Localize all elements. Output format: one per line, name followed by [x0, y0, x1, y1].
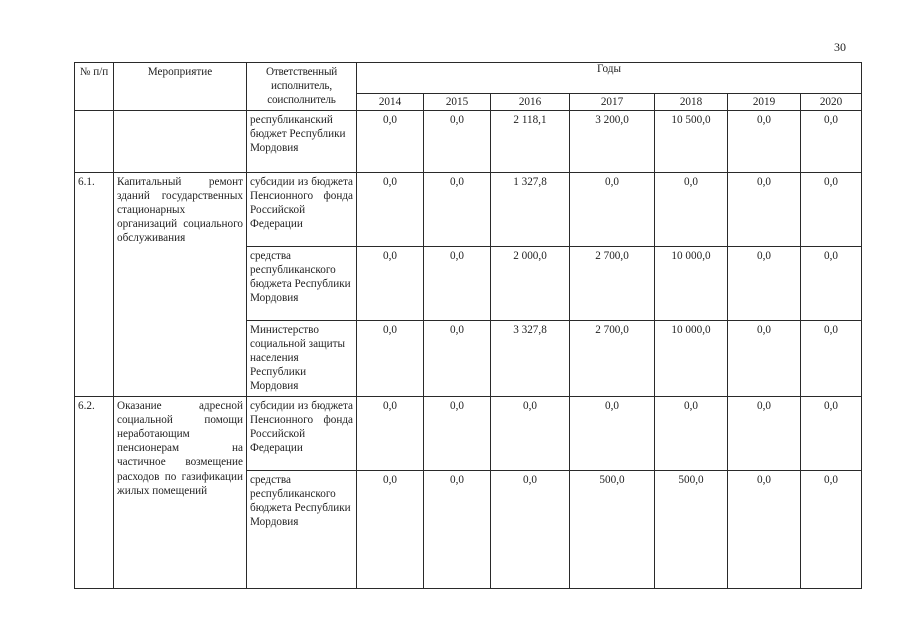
header-year: 2017 — [570, 93, 655, 110]
value-cell: 500,0 — [655, 470, 728, 588]
value-cell: 0,0 — [424, 470, 491, 588]
value-cell: 2 118,1 — [491, 110, 570, 172]
responsible-cell: субсидии из бюджета Пенсионного фонда Российской Федерации — [247, 396, 357, 470]
value-cell: 0,0 — [491, 470, 570, 588]
value-cell: 0,0 — [801, 110, 862, 172]
value-cell: 0,0 — [424, 320, 491, 396]
header-col-years: Годы — [357, 63, 862, 94]
section-number: 6.2. — [75, 396, 114, 588]
value-cell: 0,0 — [424, 110, 491, 172]
value-cell: 0,0 — [357, 320, 424, 396]
value-cell: 2 700,0 — [570, 246, 655, 320]
header-year: 2020 — [801, 93, 862, 110]
table-row — [75, 110, 862, 172]
value-cell: 10 500,0 — [655, 110, 728, 172]
value-cell: 0,0 — [728, 246, 801, 320]
value-cell: 3 200,0 — [570, 110, 655, 172]
value-cell: 0,0 — [801, 246, 862, 320]
value-cell: 0,0 — [357, 172, 424, 246]
responsible-cell: республиканский бюджет Республики Мордовия — [247, 110, 357, 172]
row-event-cell — [114, 110, 247, 172]
value-cell: 10 000,0 — [655, 320, 728, 396]
value-cell: 0,0 — [728, 396, 801, 470]
value-cell: 500,0 — [570, 470, 655, 588]
value-cell: 2 000,0 — [491, 246, 570, 320]
value-cell: 0,0 — [357, 396, 424, 470]
value-cell: 0,0 — [801, 172, 862, 246]
value-cell: 0,0 — [357, 110, 424, 172]
header-year: 2014 — [357, 93, 424, 110]
responsible-cell: субсидии из бюджета Пенсионного фонда Российской Федерации — [247, 172, 357, 246]
value-cell: 0,0 — [424, 246, 491, 320]
table-row — [75, 396, 862, 470]
value-cell: 0,0 — [357, 470, 424, 588]
value-cell: 10 000,0 — [655, 246, 728, 320]
responsible-cell: средства республиканского бюджета Республики Мордовия — [247, 470, 357, 588]
value-cell: 0,0 — [728, 172, 801, 246]
header-year: 2018 — [655, 93, 728, 110]
program-activities-table — [74, 62, 862, 589]
section-event: Оказание адресной социальной помощи неработающим пенсионерам на частичное возмещение расходов по газификации жилых помещений — [114, 396, 247, 588]
value-cell: 0,0 — [491, 396, 570, 470]
value-cell: 0,0 — [801, 470, 862, 588]
value-cell: 3 327,8 — [491, 320, 570, 396]
value-cell: 0,0 — [728, 320, 801, 396]
value-cell: 0,0 — [570, 396, 655, 470]
table-row — [75, 172, 862, 246]
header-col-responsible: Ответственный исполнитель, соисполнитель — [247, 63, 357, 111]
value-cell: 0,0 — [357, 246, 424, 320]
value-cell: 0,0 — [801, 396, 862, 470]
header-year: 2019 — [728, 93, 801, 110]
value-cell: 0,0 — [424, 396, 491, 470]
page-number: 30 — [834, 40, 846, 54]
value-cell: 0,0 — [801, 320, 862, 396]
value-cell: 0,0 — [728, 110, 801, 172]
value-cell: 2 700,0 — [570, 320, 655, 396]
value-cell: 0,0 — [570, 172, 655, 246]
row-num-cell — [75, 110, 114, 172]
header-year: 2015 — [424, 93, 491, 110]
value-cell: 0,0 — [424, 172, 491, 246]
responsible-cell: Министерство социальной защиты населения Республики Мордовия — [247, 320, 357, 396]
header-col-num: № п/п — [75, 63, 114, 111]
value-cell: 0,0 — [728, 470, 801, 588]
responsible-cell: средства республиканского бюджета Республики Мордовия — [247, 246, 357, 320]
header-year: 2016 — [491, 93, 570, 110]
table-header-row — [75, 63, 862, 94]
section-event: Капитальный ремонт зданий государственных стационарных организаций социального обслуживания — [114, 172, 247, 396]
value-cell: 0,0 — [655, 172, 728, 246]
header-col-event: Мероприятие — [114, 63, 247, 111]
value-cell: 1 327,8 — [491, 172, 570, 246]
value-cell: 0,0 — [655, 396, 728, 470]
section-number: 6.1. — [75, 172, 114, 396]
